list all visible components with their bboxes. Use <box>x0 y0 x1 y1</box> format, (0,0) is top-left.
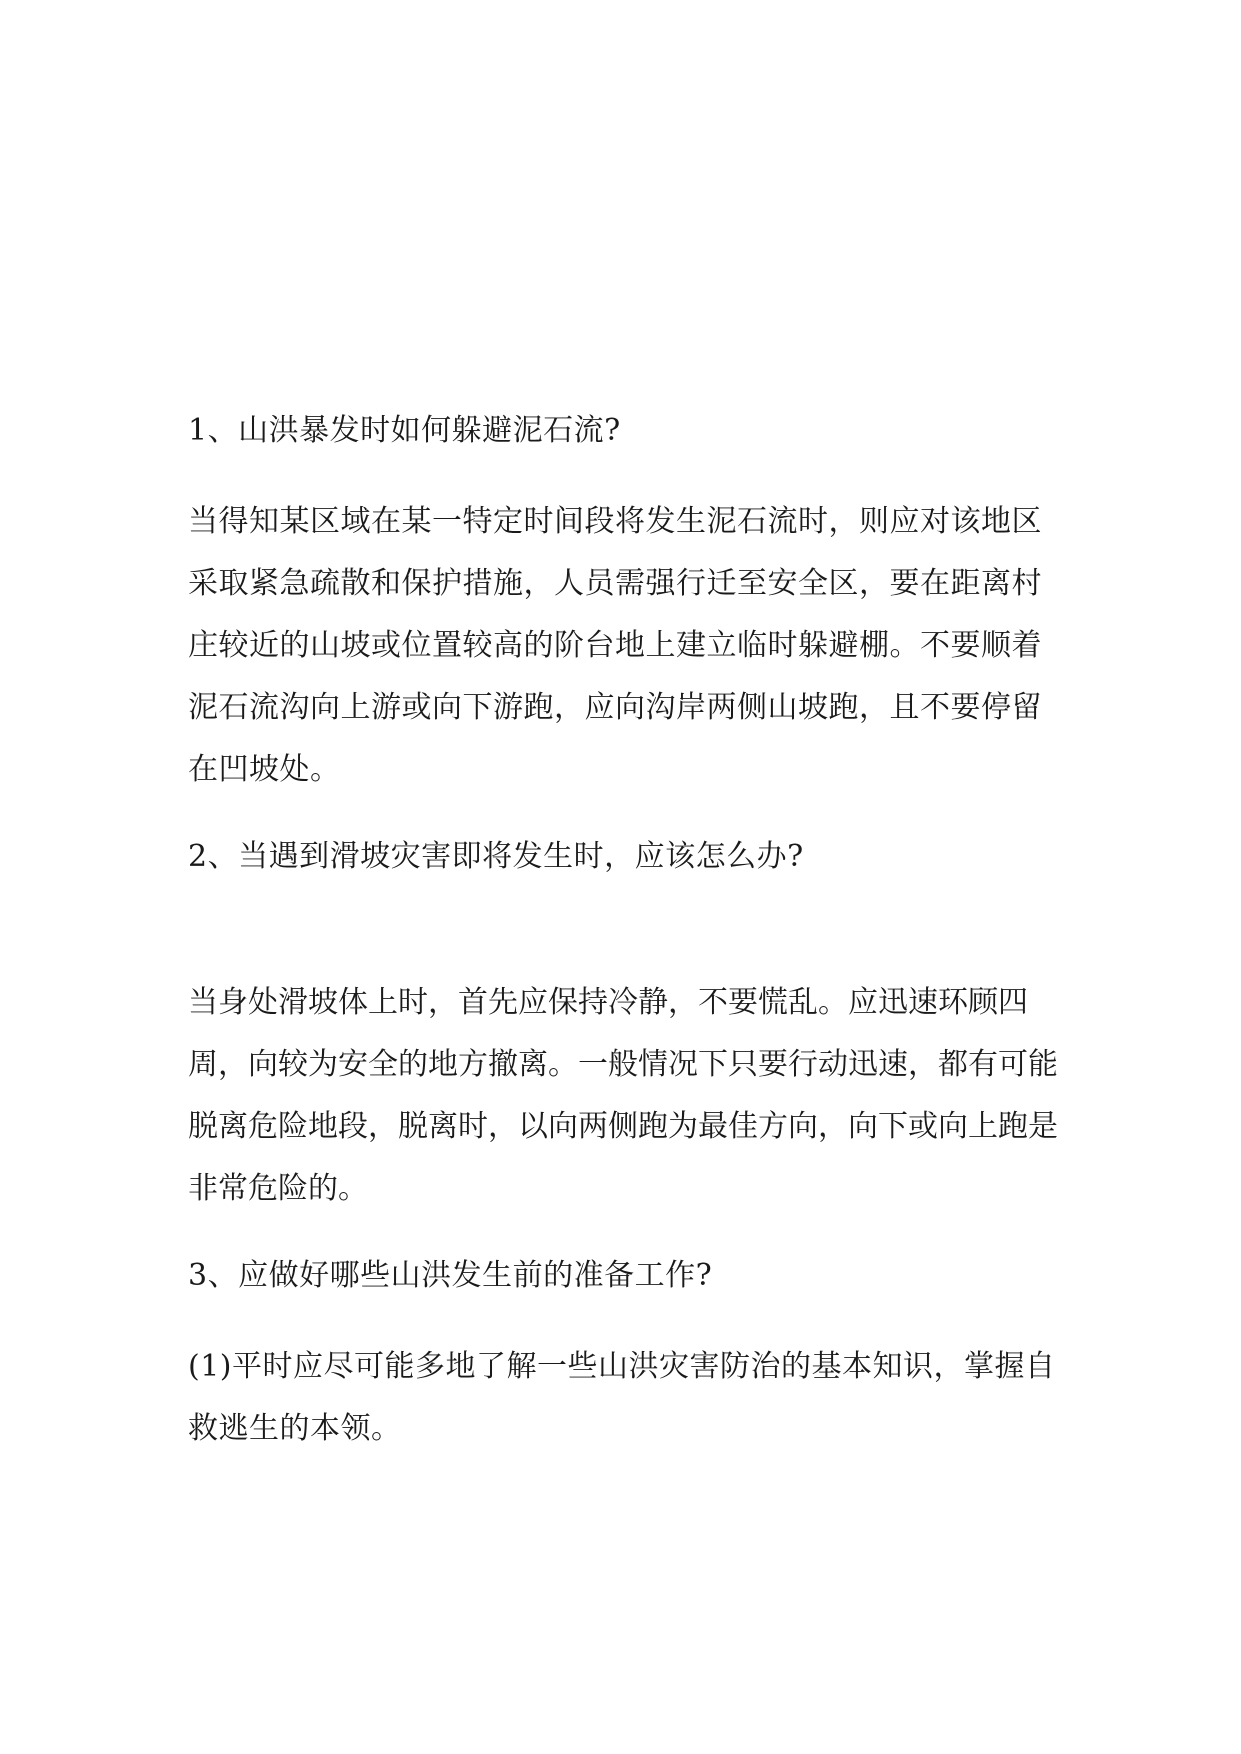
question-1-heading: 1、山洪暴发时如何躲避泥石流? <box>188 413 621 448</box>
question-2-heading: 2、当遇到滑坡灾害即将发生时，应该怎么办? <box>188 839 804 874</box>
question-3-heading: 3、应做好哪些山洪发生前的准备工作? <box>188 1258 713 1293</box>
question-2-answer: 当身处滑坡体上时，首先应保持冷静，不要慌乱。应迅速环顾四周，向较为安全的地方撤离。一般情况下只要行动迅速，都有可能脱离危险地段，脱离时，以向两侧跑为最佳方向，向下或向上跑是非常危险的。 <box>188 985 1058 1206</box>
question-1-answer: 当得知某区域在某一特定时间段将发生泥石流时，则应对该地区采取紧急疏散和保护措施，人员需强行迁至安全区，要在距离村庄较近的山坡或位置较高的阶台地上建立临时躲避棚。不要顺着泥石流沟向上游或向下游跑，应向沟岸两侧山坡跑，且不要停留在凹坡处。 <box>188 504 1042 787</box>
question-3-item-1: (1)平时应尽可能多地了解一些山洪灾害防治的基本知识，掌握自救逃生的本领。 <box>188 1349 1056 1446</box>
